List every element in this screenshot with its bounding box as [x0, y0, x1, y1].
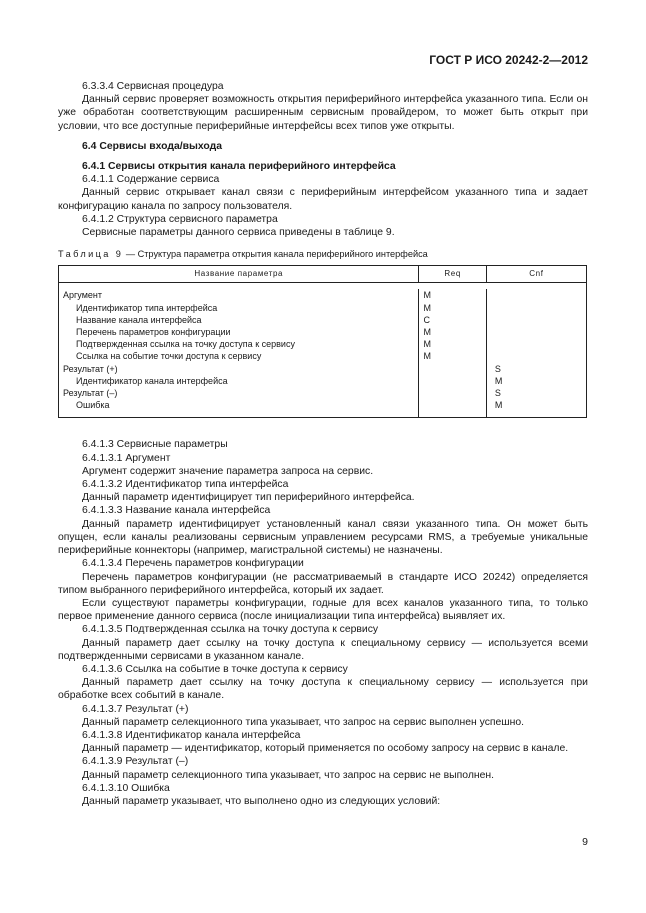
section-6412-title: 6.4.1.2 Структура сервисного параметра — [82, 213, 278, 225]
section-6334-text: Данный сервис проверяет возможность открытия периферийного интерфейса указанного типа. Если он уже обработан соответствующим расширенным сервисным провайдером, то может быть открыт при условии, что все доступные периферийные интерфейсы всех типов уже открыты. — [58, 94, 588, 132]
table-cnf-value: S — [494, 388, 501, 399]
table-req-value — [423, 399, 481, 411]
body-paragraph: 6.4.1.3.7 Результат (+) — [82, 703, 189, 715]
table-cnf-value — [491, 314, 582, 326]
body-paragraph: Если существуют параметры конфигурации, годные для всех каналов указанного типа, то только первое применение данного сервиса (после инициализации типа интерфейса) выявляет их. — [58, 597, 588, 623]
body-paragraph: 6.4.1.3.8 Идентификатор канала интерфейса — [82, 729, 301, 741]
table-body-row — [59, 289, 587, 411]
table-cnf-value — [491, 326, 582, 338]
body-paragraph: Данный параметр селекционного типа указывает, что запрос на сервис не выполнен. — [82, 769, 495, 781]
table-param-name: Название канала интерфейса — [76, 314, 202, 325]
table-header-name: Название параметра — [59, 266, 419, 283]
body-paragraph: Данный параметр указывает, что выполнено одно из следующих условий: — [82, 795, 441, 807]
section-6412-text: Сервисные параметры данного сервиса приведены в таблице 9. — [82, 227, 395, 239]
table-caption-label: Таблица 9 — [58, 249, 124, 260]
body-paragraph: Перечень параметров конфигурации (не рассматриваемый в стандарте ИСО 20242) определяется типом выбранного периферийного интерфейса, который их задает. — [58, 571, 588, 596]
body-paragraph: 6.4.1.3 Сервисные параметры — [82, 439, 228, 451]
table-caption-text: — Структура параметра открытия канала периферийного интерфейса — [123, 249, 428, 260]
table-req-value: M — [423, 302, 431, 313]
table-param-name: Аргумент — [63, 290, 102, 301]
table-cnf-value — [491, 289, 582, 301]
page-number: 9 — [582, 836, 588, 848]
section-6411-title: 6.4.1.1 Содержание сервиса — [82, 174, 220, 186]
table-param-name: Ссылка на событие точки доступа к сервису — [76, 351, 262, 362]
table-cnf-value: M — [494, 400, 503, 411]
body-paragraph: Данный параметр дает ссылку на точку доступа к специальному сервису — используется всеми подтвержденными сервисами в указанном канале. — [58, 637, 588, 662]
table-cnf-value: S — [494, 363, 501, 374]
section-6334-title: 6.3.3.4 Сервисная процедура — [82, 81, 224, 92]
section-641-title: 6.4.1 Сервисы открытия канала периферийного интерфейса — [82, 161, 396, 173]
document-header: ГОСТ Р ИСО 20242-2—2012 — [429, 53, 588, 67]
body-paragraph: Данный параметр селекционного типа указывает, что запрос на сервис выполнен успешно. — [82, 716, 525, 728]
table-param-name: Идентификатор типа интерфейса — [76, 302, 218, 313]
table-param-name: Результат (+) — [63, 363, 118, 374]
body-paragraph: 6.4.1.3.10 Ошибка — [82, 782, 170, 794]
table-caption — [58, 248, 588, 261]
body-paragraph: Аргумент содержит значение параметра запроса на сервис. — [82, 465, 374, 477]
table-param-name: Идентификатор канала интерфейса — [76, 375, 228, 386]
body-paragraph: Данный параметр идентифицирует тип периферийного интерфейса. — [82, 492, 415, 504]
table-cnf-value — [491, 302, 582, 314]
table-req-value: M — [423, 327, 431, 338]
body-paragraph: 6.4.1.3.6 Ссылка на событие в точке доступа к сервису — [82, 663, 348, 675]
table-param-name: Подтвержденная ссылка на точку доступа к сервису — [76, 339, 295, 350]
table-req-value — [423, 375, 481, 387]
table-req-value: M — [423, 351, 431, 362]
body-paragraph: 6.4.1.3.5 Подтвержденная ссылка на точку доступа к сервису — [82, 624, 379, 636]
body-paragraph: Данный параметр — идентификатор, который применяется по особому запросу на сервис в канале. — [82, 743, 569, 755]
table-param-name: Результат (–) — [63, 388, 118, 399]
body-paragraph: 6.4.1.3.1 Аргумент — [82, 452, 171, 464]
body-paragraph: 6.4.1.3.4 Перечень параметров конфигурации — [82, 558, 304, 570]
parameters-table — [58, 265, 587, 418]
table-cnf-value — [491, 350, 582, 362]
table-cnf-cell — [486, 289, 586, 411]
table-header-cnf: Cnf — [486, 266, 586, 283]
page-content — [58, 80, 588, 808]
body-paragraph: Данный параметр идентифицирует установленный канал связи указанного типа. Он может быть опущен, если каналы реализованы сервисным управлением ресурсами RMS, а требуемые уникальные периферийные коннекторы (например, магистральной системы) не назначены. — [58, 518, 588, 557]
table-req-value: M — [423, 290, 431, 301]
table-param-name: Перечень параметров конфигурации — [76, 327, 231, 338]
section-6411-text: Данный сервис открывает канал связи с периферийным интерфейсом указанного типа и задает конфигурацию канала по запросу пользователя. — [58, 187, 588, 212]
body-paragraph: 6.4.1.3.9 Результат (–) — [82, 756, 189, 768]
body-paragraph: 6.4.1.3.3 Название канала интерфейса — [82, 505, 271, 517]
table-names-cell — [59, 289, 419, 411]
table-req-value — [423, 363, 481, 375]
table-cnf-value: M — [494, 375, 503, 386]
table-req-cell — [419, 289, 486, 411]
body-paragraph: 6.4.1.3.2 Идентификатор типа интерфейса — [82, 479, 289, 491]
table-req-value: C — [423, 314, 430, 325]
table-header-req: Req — [419, 266, 486, 283]
body-paragraph: Данный параметр дает ссылку на точку доступа к специальному сервису — используется при обработке всех событий в канале. — [58, 677, 588, 702]
table-param-name: Ошибка — [76, 400, 110, 411]
paragraph-list — [58, 438, 588, 808]
section-64-title: 6.4 Сервисы входа/выхода — [82, 140, 223, 152]
table-cnf-value — [491, 338, 582, 350]
table-req-value: M — [423, 339, 431, 350]
table-req-value — [423, 387, 481, 399]
